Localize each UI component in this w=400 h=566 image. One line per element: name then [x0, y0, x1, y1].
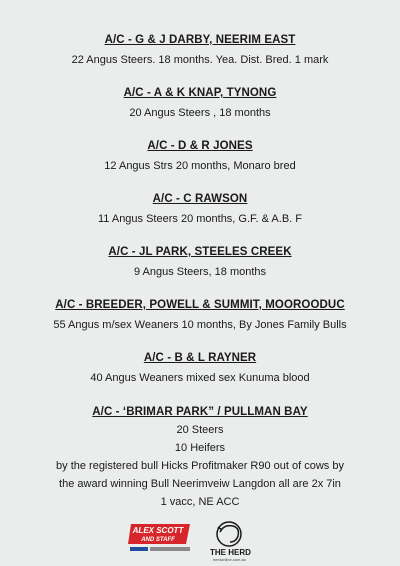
- listing-breeder: [0, 298, 400, 334]
- listing-detail: 10 Heifers: [174, 442, 226, 454]
- listing-detail: 11 Angus Steers 20 months, G.F. & A.B. F: [97, 213, 302, 225]
- alex-scott-line1: ALEX SCOTT: [132, 526, 184, 535]
- listing-detail: 55 Angus m/sex Weaners 10 months, By Jones Family Bulls: [53, 319, 347, 331]
- the-herd-name: THE HERD: [210, 548, 251, 557]
- listing-detail: by the registered bull Hicks Profitmaker R90 out of cows by: [56, 460, 344, 472]
- listing-rayner: [0, 351, 400, 387]
- listing-detail: 1 vacc, NE ACC: [160, 496, 240, 508]
- listing-detail: 40 Angus Weaners mixed sex Kunuma blood: [90, 372, 310, 384]
- listing-heading: A/C - BREEDER, POWELL & SUMMIT, MOOROODUC: [55, 299, 345, 311]
- listing-knap: [0, 86, 400, 122]
- listing-rawson: [0, 192, 400, 228]
- listing-heading: A/C - JL PARK, STEELES CREEK: [108, 246, 292, 258]
- alex-scott-line2: AND STAFF: [141, 537, 175, 543]
- listing-detail: 12 Angus Strs 20 months, Monaro bred: [104, 160, 296, 172]
- listing-heading: A/C - G & J DARBY, NEERIM EAST: [104, 34, 296, 46]
- listing-heading: A/C - A & K KNAP, TYNONG: [123, 87, 277, 99]
- listing-jl-park: [0, 245, 400, 281]
- listing-heading: A/C - ‘BRIMAR PARK” / PULLMAN BAY: [92, 406, 308, 418]
- listing-detail: 20 Steers: [176, 424, 224, 436]
- the-herd-url: herdonline.com.au: [213, 557, 246, 562]
- listing-brimar-park: [0, 405, 400, 511]
- listing-jones: [0, 139, 400, 175]
- listing-darby: [0, 33, 400, 69]
- listing-detail: 9 Angus Steers, 18 months: [133, 266, 267, 278]
- listing-heading: A/C - D & R JONES: [147, 140, 253, 152]
- listing-heading: A/C - B & L RAYNER: [143, 352, 257, 364]
- footer-logos: [0, 514, 400, 564]
- listing-heading: A/C - C RAWSON: [152, 193, 248, 205]
- listing-detail: the award winning Bull Neerimveiw Langdon all are 2x 7in: [59, 478, 341, 490]
- listing-detail: 20 Angus Steers , 18 months: [129, 107, 271, 119]
- listing-detail: 22 Angus Steers. 18 months. Yea. Dist. Bred. 1 mark: [71, 54, 329, 66]
- alex-scott-logo: [128, 522, 192, 554]
